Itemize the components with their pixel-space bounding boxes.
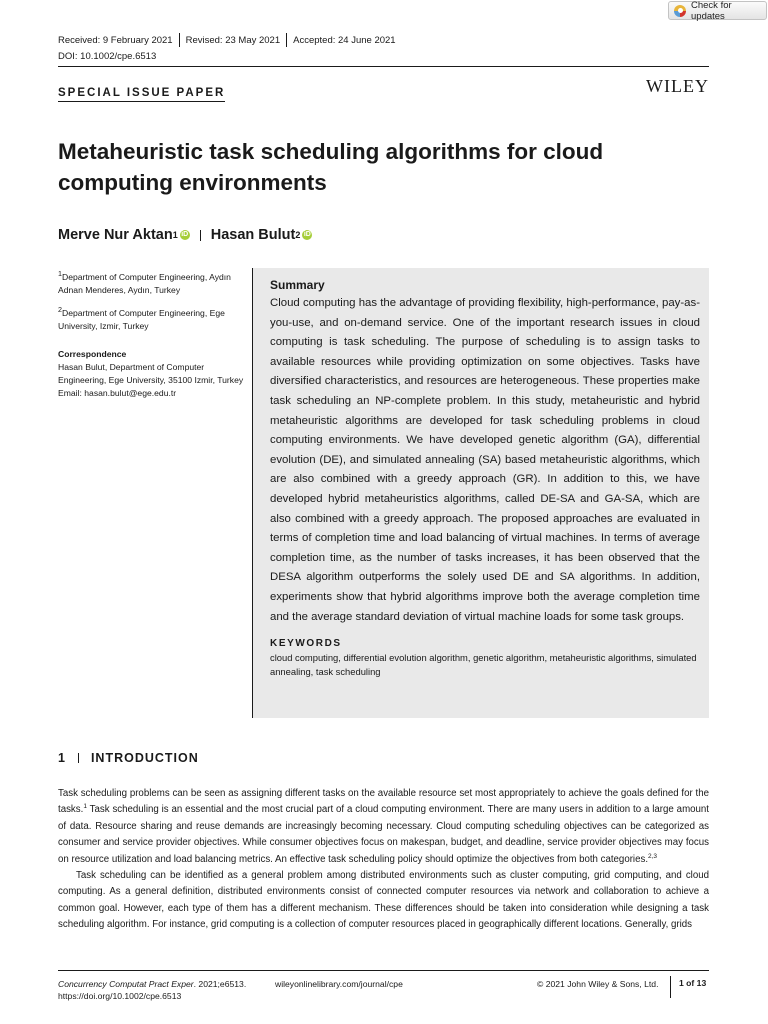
correspondence-label: Correspondence: [58, 348, 127, 359]
author-affiliation-sup: 1: [172, 230, 178, 240]
affiliations-column: [58, 268, 248, 407]
correspondence-email[interactable]: Email: hasan.bulut@ege.edu.tr: [58, 388, 177, 399]
correspondence: [58, 348, 248, 401]
summary-box: [253, 268, 709, 718]
citation-sup[interactable]: 2,3: [648, 852, 658, 860]
footer-doi-link[interactable]: https://doi.org/10.1002/cpe.6513: [58, 991, 182, 1001]
correspondence-address: Hasan Bulut, Department of Computer Engineering, Ege University, 35100 Izmir, Turkey: [58, 361, 244, 385]
doi[interactable]: DOI: 10.1002/cpe.6513: [58, 51, 157, 62]
footer-copyright: © 2021 John Wiley & Sons, Ltd.: [537, 979, 659, 989]
paragraph-text: Task scheduling is an essential and the most crucial part of a cloud computing environment. There are many users in addition to a large amount of data. Resource sharing and reuse demands are increasingly becoming necessary. Cloud computing scheduling objectives can be categorized as consumer and service provider objectives. While consumer objectives focus on makespan, budget, and deadline, service provider objectives may focus on resource utilization and load balancing metrics. An effective task scheduling policy should optimize the objectives from both categories.: [58, 804, 709, 865]
author-name[interactable]: Hasan Bulut: [210, 227, 296, 243]
header-rule: [58, 66, 709, 67]
divider: [179, 33, 180, 47]
paragraph-text: Task scheduling problems can be seen as assigning different tasks on the available resource set most appropriately to achieve the goals defined for the tasks.: [58, 788, 709, 816]
section-number: 1: [58, 751, 66, 765]
footer-citation: [58, 978, 246, 1002]
article-title: Metaheuristic task scheduling algorithms for cloud computing environments: [58, 139, 604, 195]
body-text: [58, 786, 709, 934]
citation-sup[interactable]: 1: [83, 803, 87, 811]
author-affiliation-sup: 2: [295, 230, 301, 240]
affiliation-2: [58, 304, 248, 333]
publisher-logo: WILEY: [646, 76, 709, 96]
affiliation-sup: 2: [58, 306, 62, 315]
summary-heading: Summary: [270, 278, 325, 292]
author-name[interactable]: Merve Nur Aktan: [58, 227, 173, 243]
divider: [670, 976, 671, 998]
orcid-icon[interactable]: iD: [181, 231, 189, 238]
page-number: 1 of 13: [679, 978, 707, 988]
received-date: Received: 9 February 2021: [58, 34, 173, 46]
check-for-updates-button[interactable]: [668, 1, 767, 20]
revised-date: Revised: 23 May 2021: [185, 34, 281, 46]
keywords-heading: KEYWORDS: [270, 638, 342, 650]
article-dates: [58, 33, 396, 47]
affiliation-text: Department of Computer Engineering, Aydın Adnan Menderes, Aydın, Turkey: [58, 271, 231, 296]
affiliation-sup: 1: [58, 270, 62, 278]
author-list: [58, 227, 312, 243]
keywords-text: cloud computing, differential evolution algorithm, genetic algorithm, metaheuristic algorithms, simulated annealing, task scheduling: [270, 652, 697, 678]
divider: [200, 230, 201, 241]
affiliation-1: [58, 268, 248, 297]
check-for-updates-label: Check for updates: [691, 0, 732, 22]
summary-text: Cloud computing has the advantage of providing flexibility, high-performance, pay-as-you-use, and on-demand service. One of the important research issues in cloud computing is task scheduling. The purpose of scheduling is to assign tasks to available resources while providing optimization on some objectives. Tasks have diversified characteristics, and resources are heterogeneous. These properties make task scheduling an NP-complete problem. In this study, metaheuristic and hybrid metaheuristic algorithms are developed for task scheduling problems in cloud computing environments. We have developed genetic algorithm (GA), differential evolution (DE), and simulated annealing (SA) based metaheuristic algorithms, which are also combined with a greedy approach (GR). In addition to this, we have developed hybrid metaheuristics algorithms, called DE-SA and GA-SA, which are also combined with a greedy approach. The proposed approaches are evaluated in terms of completion time and load balancing of virtual machines. In terms of average completion time, as the number of tasks increases, it has been observed that the DESA algorithm outperforms the solely used DE and SA algorithms. In addition, experiments show that hybrid algorithms improve both the average completion time and the average standard deviation of virtual machine loads for some task groups.: [270, 297, 700, 623]
affiliation-text: Department of Computer Engineering, Ege University, Izmir, Turkey: [58, 308, 225, 332]
paragraph: [58, 786, 709, 868]
divider: [286, 33, 287, 47]
footer-site-link[interactable]: wileyonlinelibrary.com/journal/cpe: [275, 979, 403, 989]
citation-text: . 2021;e6513.: [193, 979, 247, 989]
section-heading: [58, 751, 199, 765]
paragraph: Task scheduling can be identified as a general problem among distributed environments such as cluster computing, grid computing, and cloud computing. As a general definition, distributed environments consist of connected computer resources via network and collaboration to achieve a common goal. However, each type of them has a different mechanism. These differences should be taken into consideration while designing a task scheduling algorithm. For instance, grid computing is a collection of computer resources placed in geographically different locations. Generally, grids: [58, 870, 709, 931]
section-title: INTRODUCTION: [90, 751, 199, 765]
section-label: SPECIAL ISSUE PAPER: [58, 87, 225, 102]
divider: [78, 753, 79, 763]
accepted-date: Accepted: 24 June 2021: [293, 34, 396, 46]
journal-name: Concurrency Computat Pract Exper: [58, 979, 194, 989]
crossmark-icon: [674, 5, 686, 17]
footer-rule: [58, 970, 709, 971]
orcid-icon[interactable]: iD: [303, 231, 311, 238]
